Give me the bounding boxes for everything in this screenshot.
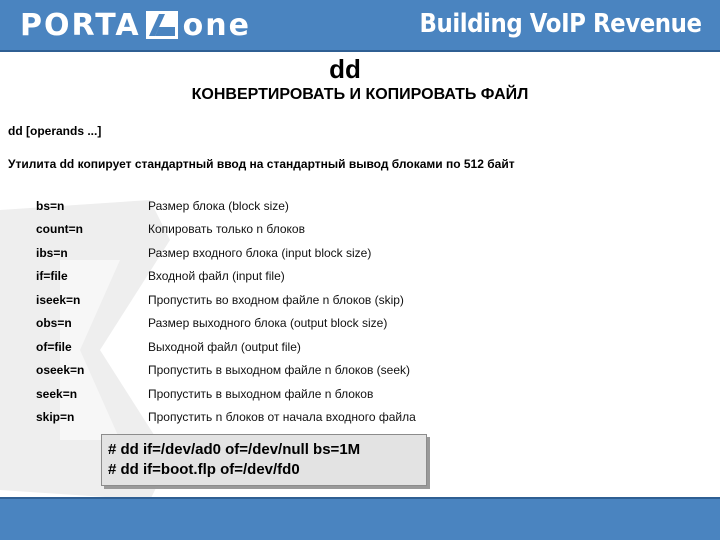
operand-description: Копировать только n блоков bbox=[148, 222, 305, 237]
slide-title: dd bbox=[329, 54, 361, 84]
operands-list bbox=[36, 194, 416, 429]
operand-row bbox=[36, 194, 416, 218]
operand-row bbox=[36, 241, 416, 265]
operand-row bbox=[36, 382, 416, 406]
operand-description: Пропустить n блоков от начала входного файла bbox=[148, 410, 416, 425]
example-command: # dd if=boot.flp of=/dev/fd0 bbox=[108, 461, 300, 478]
operand-name: obs=n bbox=[36, 316, 72, 331]
operand-description: Входной файл (input file) bbox=[148, 269, 285, 284]
operand-name: if=file bbox=[36, 269, 68, 284]
portaone-logo bbox=[20, 8, 251, 42]
slogan: Building VoIP Revenue bbox=[419, 9, 702, 39]
operand-description: Размер блока (block size) bbox=[148, 198, 289, 213]
operand-name: bs=n bbox=[36, 198, 65, 213]
logo-mark-icon bbox=[145, 10, 179, 40]
operand-description: Пропустить в выходном файле n блоков bbox=[148, 386, 374, 401]
operand-row bbox=[36, 265, 416, 289]
operand-description: Размер входного блока (input block size) bbox=[148, 245, 372, 260]
command-description: Утилита dd копирует стандартный ввод на стандартный вывод блоками по 512 байт bbox=[8, 157, 515, 171]
operand-description: Размер выходного блока (output block size) bbox=[148, 316, 388, 331]
logo-text-left: PORTA bbox=[20, 7, 141, 43]
operand-row bbox=[36, 335, 416, 359]
footer-bar bbox=[0, 499, 720, 540]
operand-name: of=file bbox=[36, 339, 72, 354]
slide-subtitle: КОНВЕРТИРОВАТЬ И КОПИРОВАТЬ ФАЙЛ bbox=[191, 86, 529, 103]
operand-name: iseek=n bbox=[36, 292, 81, 307]
operand-description: Пропустить в выходном файле n блоков (seek) bbox=[148, 363, 411, 378]
header-bar bbox=[0, 0, 720, 50]
logo-text-right: one bbox=[182, 7, 251, 43]
operand-description: Пропустить во входном файле n блоков (skip) bbox=[148, 292, 404, 307]
example-command: # dd if=/dev/ad0 of=/dev/null bs=1M bbox=[108, 441, 361, 458]
example-code-box bbox=[101, 434, 427, 486]
operand-row bbox=[36, 288, 416, 312]
command-syntax: dd [operands ...] bbox=[8, 124, 102, 138]
operand-name: count=n bbox=[36, 222, 83, 237]
header-divider bbox=[0, 50, 720, 52]
operand-description: Выходной файл (output file) bbox=[148, 339, 301, 354]
operand-name: seek=n bbox=[36, 386, 78, 401]
operand-name: skip=n bbox=[36, 410, 75, 425]
operand-row bbox=[36, 359, 416, 383]
operand-row bbox=[36, 312, 416, 336]
operand-name: ibs=n bbox=[36, 245, 68, 260]
operand-row bbox=[36, 406, 416, 430]
operand-name: oseek=n bbox=[36, 363, 85, 378]
operand-row bbox=[36, 218, 416, 242]
